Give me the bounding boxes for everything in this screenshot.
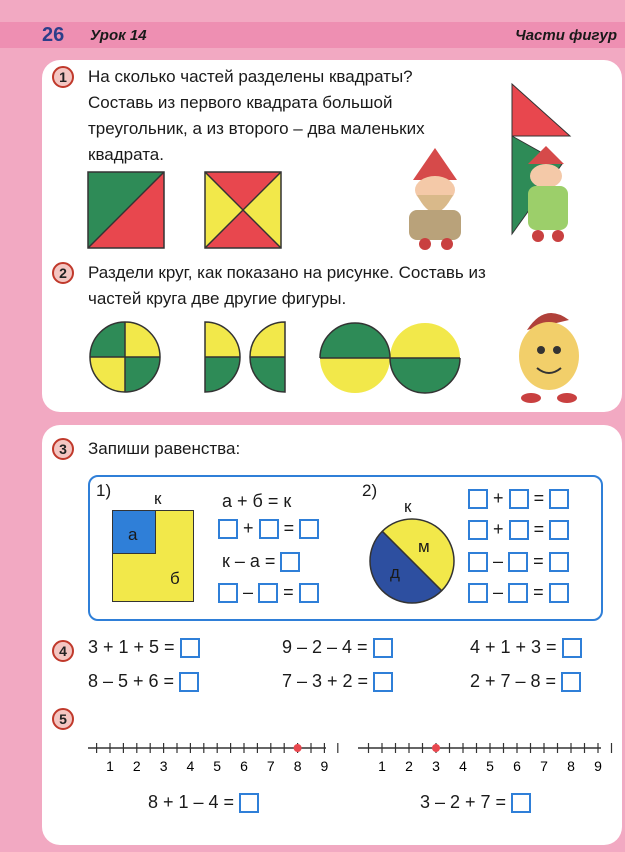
answer-box[interactable] [509,520,529,540]
tick-label: 6 [240,758,248,774]
task-number-5: 5 [52,708,74,730]
tick-label: 3 [159,758,168,774]
answer-box[interactable] [179,672,199,692]
label-d: д [390,563,400,582]
eq4-row: – = [218,582,319,603]
line-eq-right: 3 – 2 + 7 = [420,792,531,813]
answer-box[interactable] [549,520,569,540]
part2-label: 2) [362,481,378,500]
task-number-1: 1 [52,66,74,88]
expr-5: 7 – 3 + 2 = [282,671,393,692]
tick-label: 4 [459,758,467,774]
label-b: б [170,569,180,588]
tick-label: 2 [132,758,141,774]
tick-label: 1 [106,758,114,774]
task-number-2: 2 [52,262,74,284]
butterfly-shape [205,322,285,392]
lesson-title: Урок 14 [90,27,147,44]
expr-3: 4 + 1 + 3 = [470,637,582,658]
answer-box[interactable] [511,793,531,813]
answer-box[interactable] [280,552,300,572]
marked-point [432,744,440,752]
tick-label: 8 [293,758,302,774]
task-number-3: 3 [52,438,74,460]
task3-title: Запиши равенства: [88,439,241,458]
answer-box[interactable] [218,583,238,603]
answer-box[interactable] [561,672,581,692]
answer-box[interactable] [468,520,488,540]
answer-box[interactable] [258,583,278,603]
answer-box[interactable] [468,552,488,572]
square-four-triangles [205,172,281,248]
answer-box[interactable] [259,519,279,539]
expr-1: 3 + 1 + 5 = [88,637,200,658]
task1-text: На сколько частей разделены квадраты? Составь из первого квадрата большой треугольник, а из второго – два маленьких квадрата. [88,67,425,164]
label-k-2: к [404,497,412,516]
gnome-illustration-left [395,140,475,250]
topic-title: Части фигур [515,27,617,44]
answer-box[interactable] [468,583,488,603]
square-two-triangles [88,172,164,248]
p2-eq1-row: + = [468,488,569,509]
wave-shape [320,334,460,382]
page-number: 26 [42,24,65,46]
kolobok-character [505,300,595,405]
answer-box[interactable] [508,583,528,603]
task-number-4: 4 [52,640,74,662]
answer-box[interactable] [549,489,569,509]
tick-label: 9 [594,758,602,774]
tick-label: 8 [567,758,575,774]
p2-eq2-row: + = [468,519,569,540]
expr-6: 2 + 7 – 8 = [470,671,581,692]
answer-box[interactable] [549,552,569,572]
tick-label: 9 [320,758,329,774]
task2-text: Раздели круг, как показано на рисунке. Составь из частей круга две другие фигуры. [88,263,486,308]
answer-box[interactable] [299,583,319,603]
answer-box[interactable] [562,638,582,658]
number-line-right [358,738,603,778]
expr-2: 9 – 2 – 4 = [282,637,393,658]
number-line-left [88,738,328,778]
answer-box[interactable] [508,552,528,572]
flag-triangle-figure [512,84,572,254]
tick-label: 7 [540,758,548,774]
answer-box[interactable] [373,672,393,692]
tick-label: 6 [513,758,521,774]
eq3-row: к – а = [222,551,300,572]
label-m: м [418,537,430,556]
tick-label: 5 [486,758,494,774]
answer-box[interactable] [180,638,200,658]
eq1-row: а + б = к [222,491,292,511]
eq2-row: + = [218,518,319,539]
answer-box[interactable] [299,519,319,539]
answer-box[interactable] [509,489,529,509]
divided-circle [370,519,454,603]
p2-eq3-row: – = [468,551,569,572]
label-a: а [128,525,138,544]
answer-box[interactable] [239,793,259,813]
line-eq-left: 8 + 1 – 4 = [148,792,259,813]
tick-label: 2 [405,758,413,774]
quartered-circle [90,322,160,392]
tick-label: 4 [186,758,195,774]
tick-label: 1 [378,758,386,774]
answer-box[interactable] [468,489,488,509]
p2-eq4-row: – = [468,582,569,603]
answer-box[interactable] [373,638,393,658]
answer-box[interactable] [218,519,238,539]
tick-label: 7 [266,758,275,774]
expr-4: 8 – 5 + 6 = [88,671,199,692]
answer-box[interactable] [549,583,569,603]
label-k-1: к [154,489,162,508]
tick-label: 5 [213,758,222,774]
tick-label: 3 [432,758,440,774]
marked-point [294,744,302,752]
part1-label: 1) [96,481,112,500]
